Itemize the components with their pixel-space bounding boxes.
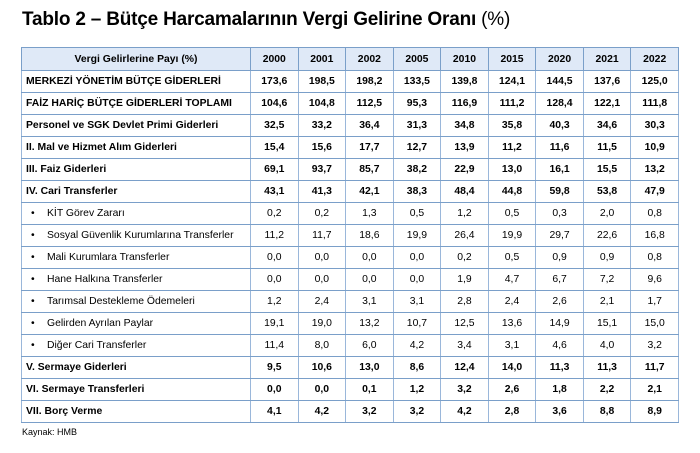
value-cell: 3,2 xyxy=(393,401,441,423)
value-cell: 48,4 xyxy=(441,181,489,203)
value-cell: 198,2 xyxy=(346,71,394,93)
value-cell: 8,9 xyxy=(631,401,679,423)
row-label xyxy=(22,159,251,181)
table-row xyxy=(22,335,679,357)
header-year: 2005 xyxy=(393,48,441,71)
value-cell: 3,1 xyxy=(488,335,536,357)
value-cell: 0,2 xyxy=(298,203,346,225)
row-label xyxy=(22,335,251,357)
value-cell: 0,2 xyxy=(441,247,489,269)
value-cell: 38,3 xyxy=(393,181,441,203)
value-cell: 8,0 xyxy=(298,335,346,357)
row-label-text: Diğer Cari Transferler xyxy=(47,340,147,351)
value-cell: 22,6 xyxy=(583,225,631,247)
value-cell: 124,1 xyxy=(488,71,536,93)
row-label xyxy=(22,379,251,401)
value-cell: 19,0 xyxy=(298,313,346,335)
header-row xyxy=(22,48,679,71)
header-year: 2001 xyxy=(298,48,346,71)
header-year: 2015 xyxy=(488,48,536,71)
row-label-text: VI. Sermaye Transferleri xyxy=(26,384,145,395)
value-cell: 2,6 xyxy=(536,291,584,313)
value-cell: 15,0 xyxy=(631,313,679,335)
table-row xyxy=(22,203,679,225)
value-cell: 1,2 xyxy=(393,379,441,401)
value-cell: 7,2 xyxy=(583,269,631,291)
value-cell: 4,1 xyxy=(251,401,299,423)
bullet-icon: • xyxy=(31,230,35,241)
table-row xyxy=(22,137,679,159)
value-cell: 0,8 xyxy=(631,247,679,269)
row-label-text: Mali Kurumlara Transferler xyxy=(47,252,170,263)
value-cell: 10,6 xyxy=(298,357,346,379)
value-cell: 9,5 xyxy=(251,357,299,379)
value-cell: 4,2 xyxy=(441,401,489,423)
value-cell: 144,5 xyxy=(536,71,584,93)
value-cell: 16,1 xyxy=(536,159,584,181)
value-cell: 3,2 xyxy=(631,335,679,357)
table-row xyxy=(22,93,679,115)
value-cell: 0,0 xyxy=(251,247,299,269)
table-row xyxy=(22,313,679,335)
value-cell: 4,2 xyxy=(298,401,346,423)
bullet-icon: • xyxy=(31,208,35,219)
value-cell: 15,4 xyxy=(251,137,299,159)
value-cell: 0,5 xyxy=(393,203,441,225)
value-cell: 10,7 xyxy=(393,313,441,335)
value-cell: 104,8 xyxy=(298,93,346,115)
table-title xyxy=(22,9,510,31)
value-cell: 17,7 xyxy=(346,137,394,159)
value-cell: 112,5 xyxy=(346,93,394,115)
value-cell: 11,2 xyxy=(488,137,536,159)
value-cell: 2,0 xyxy=(583,203,631,225)
value-cell: 1,7 xyxy=(631,291,679,313)
value-cell: 125,0 xyxy=(631,71,679,93)
value-cell: 41,3 xyxy=(298,181,346,203)
value-cell: 3,4 xyxy=(441,335,489,357)
row-label xyxy=(22,71,251,93)
table-row xyxy=(22,181,679,203)
value-cell: 19,9 xyxy=(393,225,441,247)
value-cell: 3,1 xyxy=(393,291,441,313)
value-cell: 10,9 xyxy=(631,137,679,159)
table-row xyxy=(22,379,679,401)
value-cell: 11,3 xyxy=(536,357,584,379)
value-cell: 43,1 xyxy=(251,181,299,203)
table-row xyxy=(22,401,679,423)
bullet-icon: • xyxy=(31,296,35,307)
row-label xyxy=(22,203,251,225)
value-cell: 26,4 xyxy=(441,225,489,247)
value-cell: 14,9 xyxy=(536,313,584,335)
value-cell: 33,2 xyxy=(298,115,346,137)
value-cell: 0,9 xyxy=(536,247,584,269)
value-cell: 0,0 xyxy=(298,247,346,269)
value-cell: 13,2 xyxy=(346,313,394,335)
table-row xyxy=(22,247,679,269)
row-label xyxy=(22,291,251,313)
value-cell: 85,7 xyxy=(346,159,394,181)
row-label-text: Gelirden Ayrılan Paylar xyxy=(47,318,154,329)
row-label-text: Tarımsal Destekleme Ödemeleri xyxy=(47,296,195,307)
value-cell: 12,5 xyxy=(441,313,489,335)
value-cell: 69,1 xyxy=(251,159,299,181)
value-cell: 0,2 xyxy=(251,203,299,225)
value-cell: 11,2 xyxy=(251,225,299,247)
value-cell: 12,7 xyxy=(393,137,441,159)
row-label xyxy=(22,93,251,115)
value-cell: 0,8 xyxy=(631,203,679,225)
value-cell: 1,2 xyxy=(441,203,489,225)
value-cell: 4,0 xyxy=(583,335,631,357)
header-label: Vergi Gelirlerine Payı (%) xyxy=(22,48,251,71)
value-cell: 3,6 xyxy=(536,401,584,423)
bullet-icon: • xyxy=(31,318,35,329)
value-cell: 35,8 xyxy=(488,115,536,137)
value-cell: 53,8 xyxy=(583,181,631,203)
header-year: 2000 xyxy=(251,48,299,71)
value-cell: 0,0 xyxy=(298,379,346,401)
header-year: 2010 xyxy=(441,48,489,71)
value-cell: 14,0 xyxy=(488,357,536,379)
value-cell: 3,2 xyxy=(441,379,489,401)
value-cell: 0,0 xyxy=(346,269,394,291)
value-cell: 2,4 xyxy=(488,291,536,313)
header-year: 2021 xyxy=(583,48,631,71)
value-cell: 19,9 xyxy=(488,225,536,247)
value-cell: 2,1 xyxy=(583,291,631,313)
row-label xyxy=(22,313,251,335)
table-row xyxy=(22,269,679,291)
value-cell: 13,0 xyxy=(488,159,536,181)
row-label-text: Personel ve SGK Devlet Primi Giderleri xyxy=(26,120,219,131)
value-cell: 0,0 xyxy=(251,379,299,401)
table-row xyxy=(22,225,679,247)
source-note: Kaynak: HMB xyxy=(22,427,78,437)
value-cell: 4,7 xyxy=(488,269,536,291)
value-cell: 8,6 xyxy=(393,357,441,379)
table-row xyxy=(22,115,679,137)
value-cell: 15,5 xyxy=(583,159,631,181)
table-row xyxy=(22,357,679,379)
value-cell: 2,1 xyxy=(631,379,679,401)
value-cell: 0,0 xyxy=(393,269,441,291)
value-cell: 2,4 xyxy=(298,291,346,313)
value-cell: 34,6 xyxy=(583,115,631,137)
value-cell: 198,5 xyxy=(298,71,346,93)
value-cell: 6,7 xyxy=(536,269,584,291)
value-cell: 16,8 xyxy=(631,225,679,247)
value-cell: 173,6 xyxy=(251,71,299,93)
value-cell: 44,8 xyxy=(488,181,536,203)
value-cell: 122,1 xyxy=(583,93,631,115)
value-cell: 0,0 xyxy=(298,269,346,291)
value-cell: 47,9 xyxy=(631,181,679,203)
value-cell: 1,2 xyxy=(251,291,299,313)
value-cell: 128,4 xyxy=(536,93,584,115)
value-cell: 104,6 xyxy=(251,93,299,115)
row-label-text: IV. Cari Transferler xyxy=(26,186,118,197)
budget-table xyxy=(21,47,679,423)
value-cell: 116,9 xyxy=(441,93,489,115)
value-cell: 1,3 xyxy=(346,203,394,225)
value-cell: 0,1 xyxy=(346,379,394,401)
row-label xyxy=(22,269,251,291)
header-year: 2022 xyxy=(631,48,679,71)
value-cell: 0,0 xyxy=(251,269,299,291)
row-label-text: VII. Borç Verme xyxy=(26,406,103,417)
row-label-text: V. Sermaye Giderleri xyxy=(26,362,127,373)
value-cell: 0,5 xyxy=(488,247,536,269)
value-cell: 2,2 xyxy=(583,379,631,401)
value-cell: 30,3 xyxy=(631,115,679,137)
value-cell: 111,8 xyxy=(631,93,679,115)
value-cell: 137,6 xyxy=(583,71,631,93)
row-label-text: FAİZ HARİÇ BÜTÇE GİDERLERİ TOPLAMI xyxy=(26,98,232,109)
value-cell: 42,1 xyxy=(346,181,394,203)
row-label xyxy=(22,225,251,247)
value-cell: 95,3 xyxy=(393,93,441,115)
value-cell: 12,4 xyxy=(441,357,489,379)
row-label-text: KİT Görev Zararı xyxy=(47,208,125,219)
value-cell: 11,5 xyxy=(583,137,631,159)
value-cell: 1,9 xyxy=(441,269,489,291)
value-cell: 93,7 xyxy=(298,159,346,181)
value-cell: 13,9 xyxy=(441,137,489,159)
table-row xyxy=(22,159,679,181)
value-cell: 59,8 xyxy=(536,181,584,203)
value-cell: 13,0 xyxy=(346,357,394,379)
row-label xyxy=(22,357,251,379)
value-cell: 13,6 xyxy=(488,313,536,335)
value-cell: 2,8 xyxy=(488,401,536,423)
bullet-icon: • xyxy=(31,252,35,263)
value-cell: 3,1 xyxy=(346,291,394,313)
value-cell: 2,6 xyxy=(488,379,536,401)
value-cell: 31,3 xyxy=(393,115,441,137)
value-cell: 0,0 xyxy=(346,247,394,269)
value-cell: 13,2 xyxy=(631,159,679,181)
row-label-text: Sosyal Güvenlik Kurumlarına Transferler xyxy=(47,230,234,241)
value-cell: 38,2 xyxy=(393,159,441,181)
value-cell: 4,6 xyxy=(536,335,584,357)
value-cell: 18,6 xyxy=(346,225,394,247)
value-cell: 22,9 xyxy=(441,159,489,181)
value-cell: 4,2 xyxy=(393,335,441,357)
value-cell: 19,1 xyxy=(251,313,299,335)
value-cell: 0,9 xyxy=(583,247,631,269)
value-cell: 9,6 xyxy=(631,269,679,291)
row-label-text: II. Mal ve Hizmet Alım Giderleri xyxy=(26,142,177,153)
value-cell: 15,6 xyxy=(298,137,346,159)
value-cell: 34,8 xyxy=(441,115,489,137)
value-cell: 2,8 xyxy=(441,291,489,313)
value-cell: 32,5 xyxy=(251,115,299,137)
value-cell: 11,3 xyxy=(583,357,631,379)
value-cell: 111,2 xyxy=(488,93,536,115)
header-year: 2020 xyxy=(536,48,584,71)
bullet-icon: • xyxy=(31,274,35,285)
header-year: 2002 xyxy=(346,48,394,71)
value-cell: 0,0 xyxy=(393,247,441,269)
value-cell: 6,0 xyxy=(346,335,394,357)
title-unit: (%) xyxy=(481,9,511,30)
row-label xyxy=(22,401,251,423)
value-cell: 139,8 xyxy=(441,71,489,93)
row-label-text: Hane Halkına Transferler xyxy=(47,274,163,285)
table-row xyxy=(22,71,679,93)
value-cell: 8,8 xyxy=(583,401,631,423)
value-cell: 0,5 xyxy=(488,203,536,225)
value-cell: 40,3 xyxy=(536,115,584,137)
value-cell: 11,7 xyxy=(631,357,679,379)
value-cell: 11,4 xyxy=(251,335,299,357)
row-label xyxy=(22,115,251,137)
table-row xyxy=(22,291,679,313)
value-cell: 11,6 xyxy=(536,137,584,159)
row-label xyxy=(22,181,251,203)
row-label xyxy=(22,137,251,159)
value-cell: 0,3 xyxy=(536,203,584,225)
table-body xyxy=(22,71,679,423)
bullet-icon: • xyxy=(31,340,35,351)
value-cell: 36,4 xyxy=(346,115,394,137)
value-cell: 11,7 xyxy=(298,225,346,247)
title-text: Tablo 2 – Bütçe Harcamalarının Vergi Gelirine Oranı xyxy=(22,9,477,30)
row-label-text: MERKEZİ YÖNETİM BÜTÇE GİDERLERİ xyxy=(26,76,221,87)
value-cell: 3,2 xyxy=(346,401,394,423)
value-cell: 1,8 xyxy=(536,379,584,401)
row-label xyxy=(22,247,251,269)
row-label-text: III. Faiz Giderleri xyxy=(26,164,107,175)
value-cell: 133,5 xyxy=(393,71,441,93)
value-cell: 29,7 xyxy=(536,225,584,247)
value-cell: 15,1 xyxy=(583,313,631,335)
